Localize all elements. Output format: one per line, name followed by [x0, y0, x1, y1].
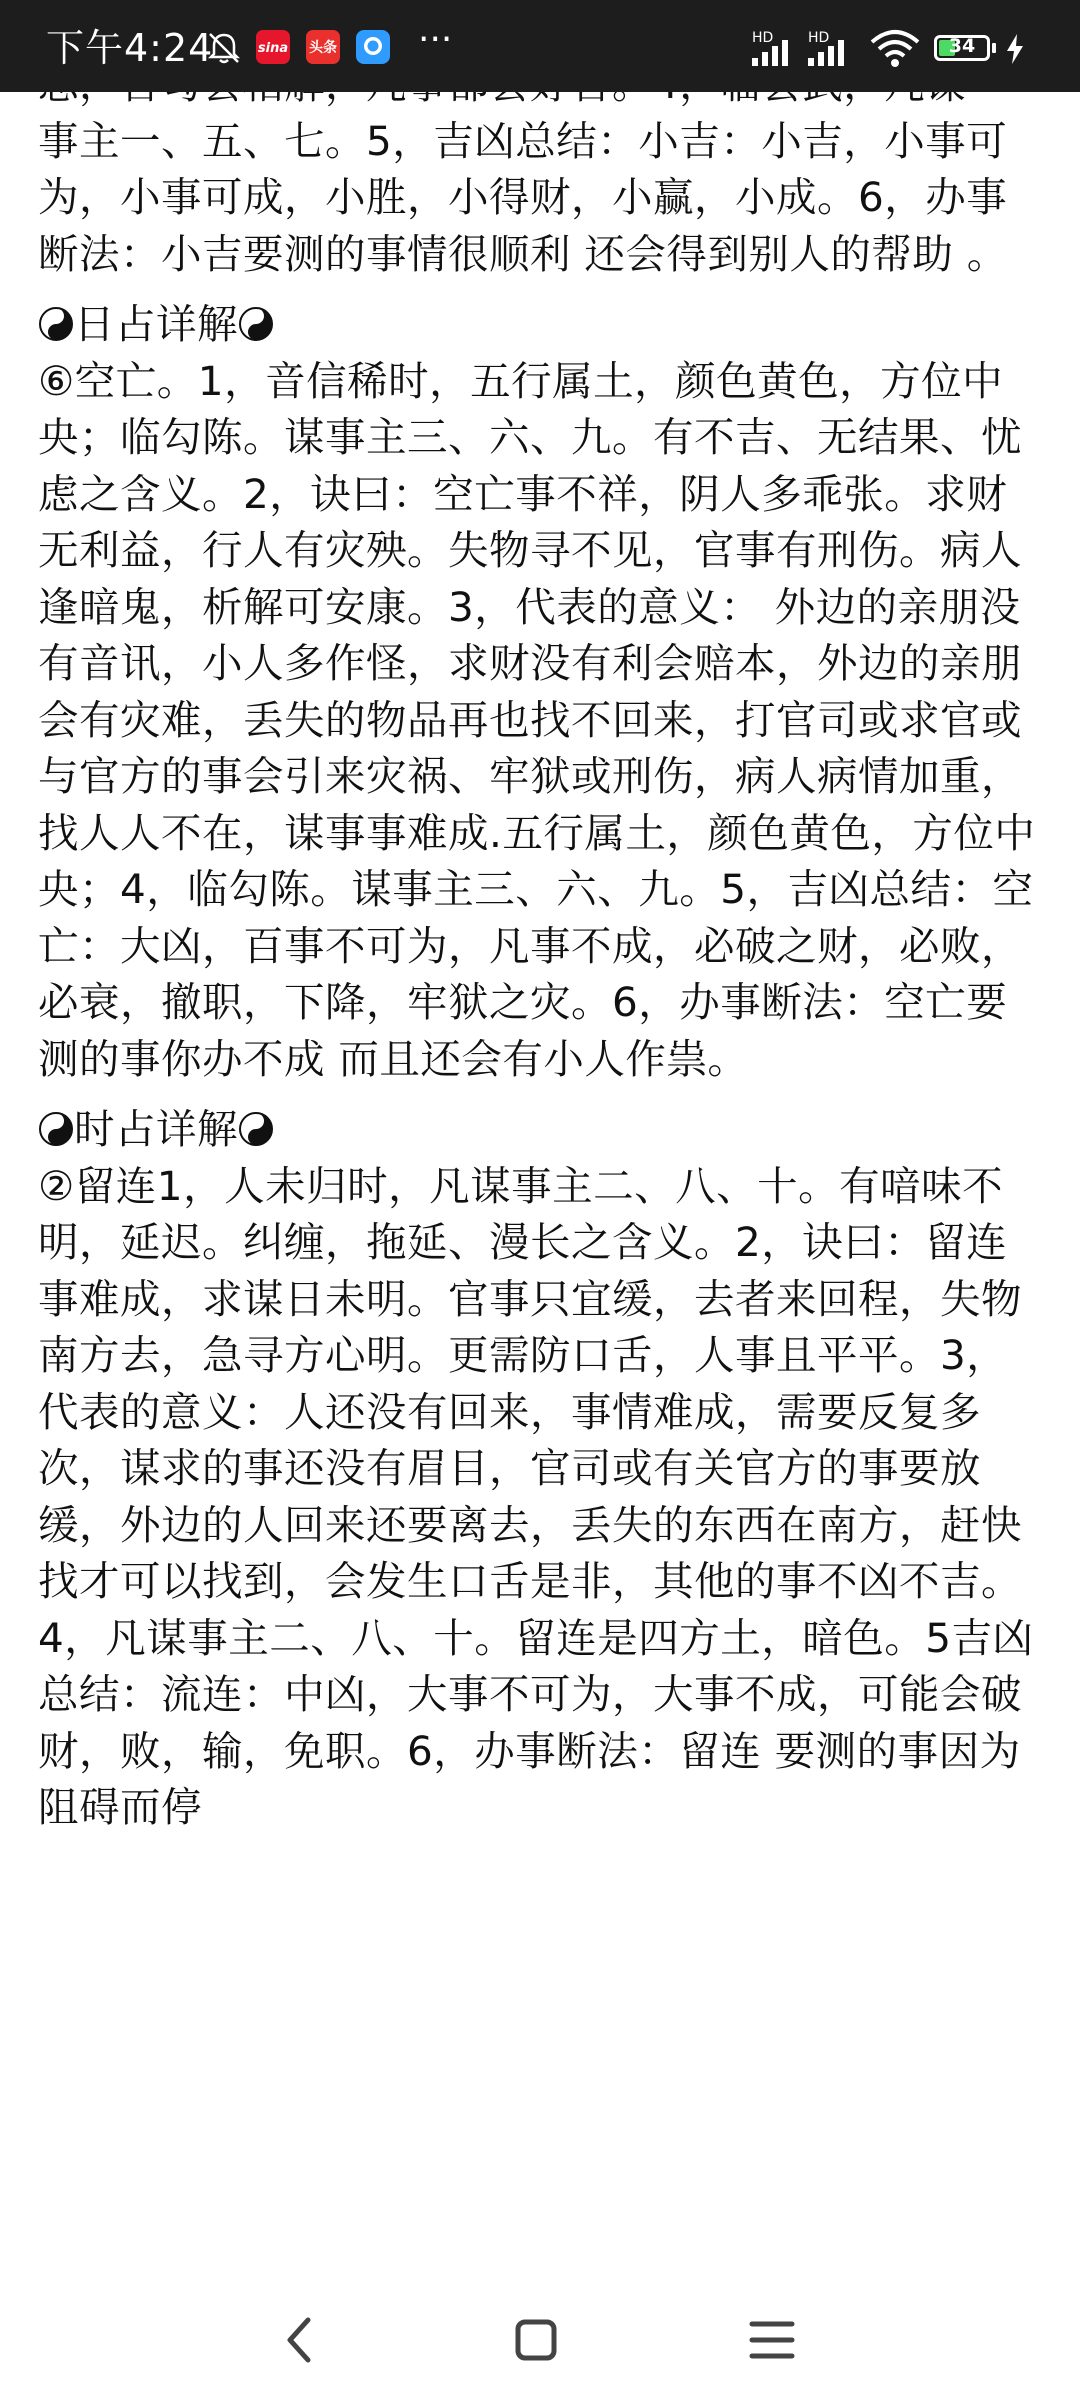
- menu-icon[interactable]: [732, 2300, 812, 2380]
- status-bar: [0, 0, 1080, 92]
- toutiao-icon: 头条: [306, 30, 340, 64]
- charging-bolt-icon: [1004, 32, 1026, 66]
- cell-signal-icon-2: [806, 34, 858, 68]
- bell-muted-icon: [206, 30, 242, 66]
- wifi-icon: [868, 28, 922, 70]
- cell-signal-icon: [750, 34, 802, 68]
- yin-yang-icon: [238, 1111, 274, 1147]
- battery-percent: 34: [948, 35, 976, 57]
- section-heading-day: [38, 296, 1042, 353]
- navigation-bar: [0, 2276, 1080, 2400]
- section-body: ⑥空亡。1，音信稀时，五行属土，颜色黄色，方位中央；临勾陈。谋事主三、六、九。有不吉、无结果、忧虑之含义。2，诀曰：空亡事不祥，阴人多乖张。求财无利益，行人有灾殃。失物寻不见，官事有刑伤。病人逢暗鬼，析解可安康。3，代表的意义： 外边的亲朋没有音讯，小人多作怪，求财没有利会赔本，外边的亲朋会有灾难，丢失的物品再也找不回来，打官司或求官或与官方的事会引来灾祸、牢狱或刑伤，病人病情加重，找人人不在，谋事事难成.五行属土，颜色黄色，方位中央；4，临勾陈。谋事主三、六、九。5，吉凶总结：空亡：大凶，百事不可为，凡事不成，必破之财，必败，必衰，撤职，下降，牢狱之灾。6，办事断法：空亡要测的事你办不成 而且还会有小人作祟。: [38, 356, 1036, 1083]
- yin-yang-icon: [38, 306, 74, 342]
- chat-bubble-icon: [356, 30, 390, 64]
- yin-yang-icon: [238, 306, 274, 342]
- status-more-indicator: ···: [418, 19, 453, 60]
- section-body: ②留连1，人未归时，凡谋事主二、八、十。有喑味不明，延迟。纠缠，拖延、漫长之含义。2，诀曰：留连事难成，求谋日未明。官事只宜缓，去者来回程，失物南方去，急寻方心明。更需防口舌，人事且平平。3，代表的意义：人还没有回来，事情难成，需要反复多次，谋求的事还没有眉目，官司或有关官方的事要放缓，外边的人回来还要离去，丢失的东西在南方，赶快找才可以找到，会发生口舌是非，其他的事不凶不吉。4，凡谋事主二、八、十。留连是四方土，暗色。5吉凶总结：流连：中凶，大事不可为，大事不成，可能会破财，败，输，免职。6，办事断法：留连 要测的事因为阻碍而停: [38, 1161, 1034, 1831]
- chat-bubble-app-icon: [356, 30, 390, 64]
- sina-weibo-icon: sina: [256, 30, 290, 64]
- yin-yang-icon: [38, 1111, 74, 1147]
- battery-tip: [992, 43, 996, 53]
- section-title: 时占详解: [74, 1105, 238, 1153]
- network-label-2: HD: [808, 30, 830, 46]
- article-paragraph: 事主一、五、七。5，吉凶总结：小吉：小吉，小事可为，小事可成，小胜，小得财，小赢，小成。6，办事断法：小吉要测的事情很顺利 还会得到别人的帮助 。: [38, 116, 1008, 278]
- back-icon[interactable]: [260, 2300, 340, 2380]
- status-time: 下午4:24: [46, 26, 214, 70]
- article-content: [38, 56, 1042, 1836]
- section-heading-hour: [38, 1101, 1042, 1158]
- battery-icon: [934, 35, 990, 61]
- network-label-1: HD: [752, 30, 774, 46]
- home-icon[interactable]: [496, 2300, 576, 2380]
- section-title: 日占详解: [74, 300, 238, 348]
